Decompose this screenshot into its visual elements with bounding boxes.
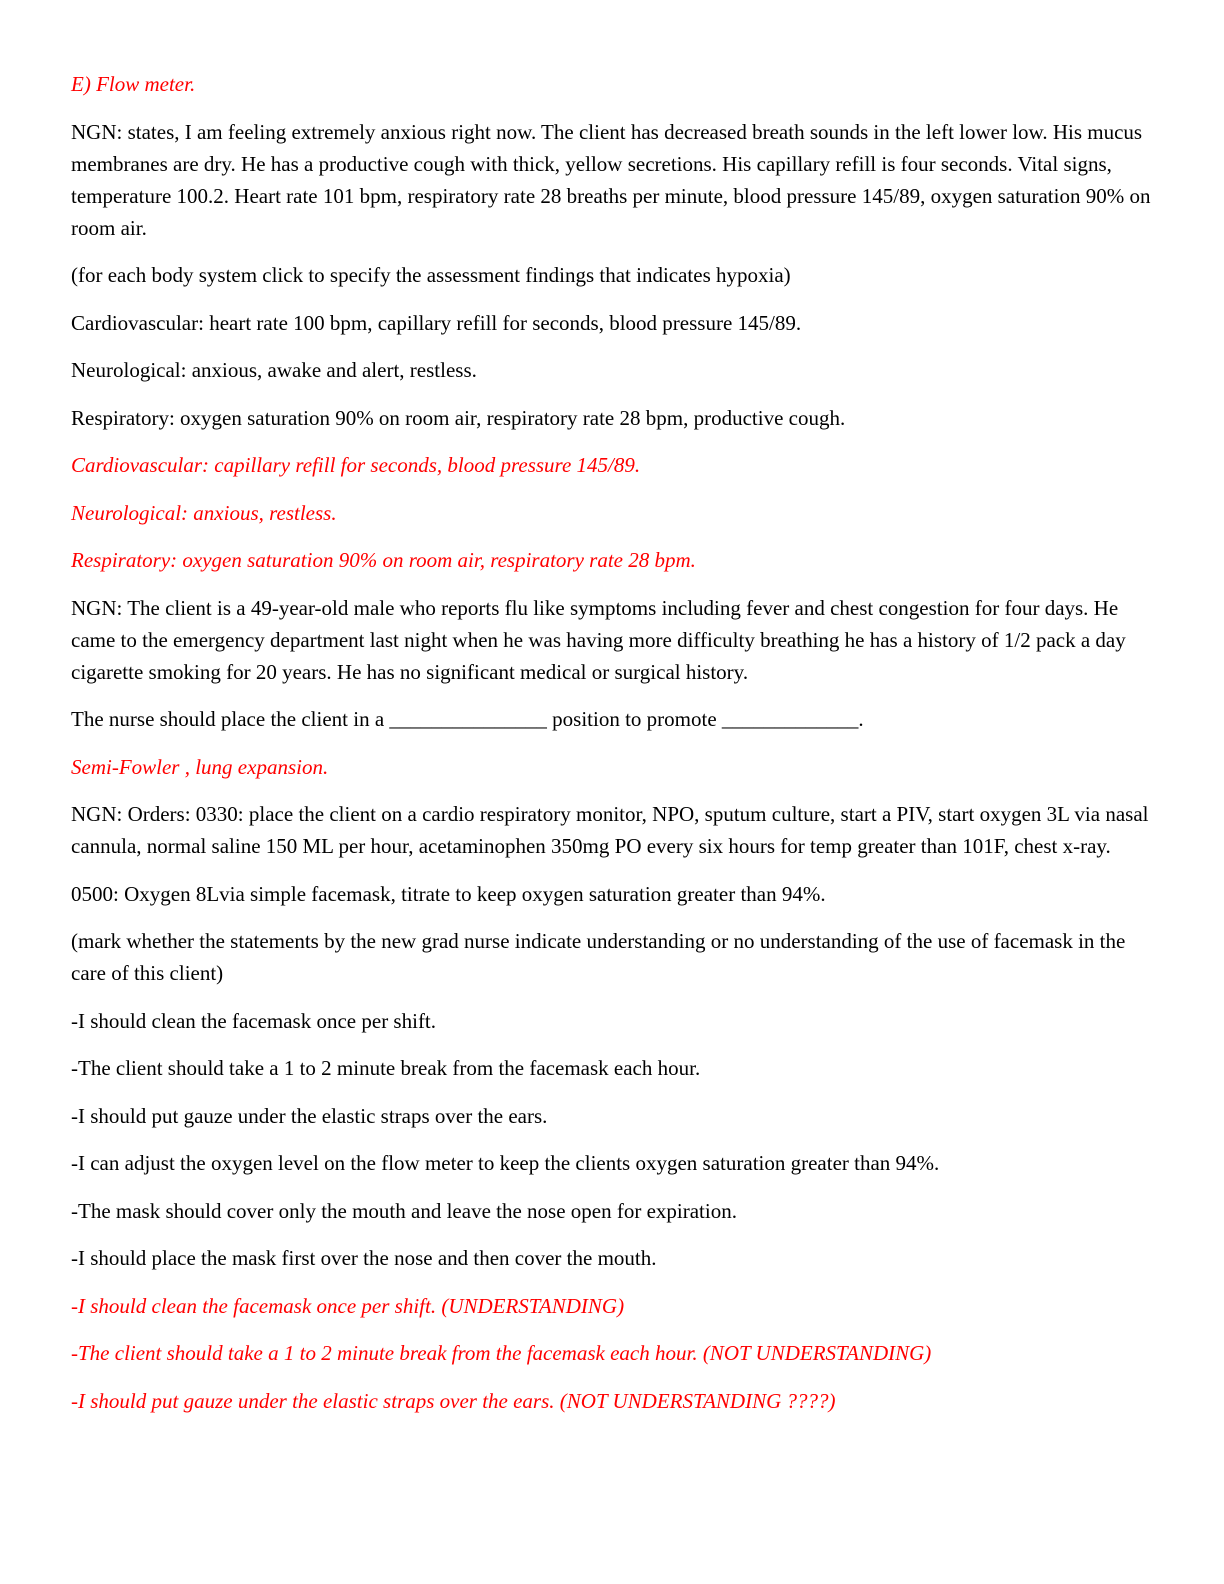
document-body xyxy=(71,68,1153,1432)
statement-adjust-flow-meter: -I can adjust the oxygen level on the flow meter to keep the clients oxygen saturation greater than 94%. xyxy=(71,1151,940,1175)
answer-neurological: Neurological: anxious, restless. xyxy=(71,500,337,525)
ngn-case-history: NGN: The client is a 49-year-old male who reports flu like symptoms including fever and chest congestion for four days. He came to the emergency department last night when he was having more difficulty breathing he has a history of 1/2 pack a day cigarette smoking for 20 years. He has no significant medical or surgical history. xyxy=(71,595,1126,684)
answer-clean-facemask: -I should clean the facemask once per shift. (UNDERSTANDING) xyxy=(71,1293,625,1318)
statement-clean-facemask: -I should clean the facemask once per shift. xyxy=(71,1008,437,1033)
ngn-case-assessment: NGN: states, I am feeling extremely anxious right now. The client has decreased breath sounds in the left lower low. His mucus membranes are dry. He has a productive cough with thick, yellow secretions. His capillary refill is four seconds. Vital signs, temperature 100.2. Heart rate 101 bpm, respiratory rate 28 breaths per minute, blood pressure 145/89, oxygen saturation 90% on room air. xyxy=(71,119,1151,240)
option-respiratory: Respiratory: oxygen saturation 90% on room air, respiratory rate 28 bpm, productive cough. xyxy=(71,405,846,430)
option-cardiovascular: Cardiovascular: heart rate 100 bpm, capillary refill for seconds, blood pressure 145/89. xyxy=(71,310,802,335)
section-heading-flow-meter: E) Flow meter. xyxy=(71,72,196,96)
statement-break-from-facemask: -The client should take a 1 to 2 minute break from the facemask each hour. xyxy=(71,1056,701,1080)
question-instruction-facemask: (mark whether the statements by the new grad nurse indicate understanding or no understanding of the use of facemask in the care of this client) xyxy=(71,929,1126,985)
question-positioning: The nurse should place the client in a _______________ position to promote _____________. xyxy=(71,707,864,731)
question-instruction-hypoxia: (for each body system click to specify the assessment findings that indicates hypoxia) xyxy=(71,263,791,287)
statement-mask-cover-mouth: -The mask should cover only the mouth and leave the nose open for expiration. xyxy=(71,1198,737,1223)
answer-cardiovascular: Cardiovascular: capillary refill for seconds, blood pressure 145/89. xyxy=(71,453,641,477)
statement-gauze-under-straps: -I should put gauze under the elastic straps over the ears. xyxy=(71,1103,548,1128)
answer-respiratory: Respiratory: oxygen saturation 90% on room air, respiratory rate 28 bpm. xyxy=(71,548,696,572)
answer-positioning: Semi-Fowler , lung expansion. xyxy=(71,754,329,779)
statement-mask-over-nose-first: -I should place the mask first over the nose and then cover the mouth. xyxy=(71,1246,657,1270)
answer-break-from-facemask: -The client should take a 1 to 2 minute break from the facemask each hour. (NOT UNDERSTANDING) xyxy=(71,1341,932,1365)
ngn-orders-0330: NGN: Orders: 0330: place the client on a cardio respiratory monitor, NPO, sputum culture, start a PIV, start oxygen 3L via nasal cannula, normal saline 150 ML per hour, acetaminophen 350mg PO every six hours for temp greater than 101F, chest x-ray. xyxy=(71,802,1149,858)
answer-gauze-under-straps: -I should put gauze under the elastic straps over the ears. (NOT UNDERSTANDING ????) xyxy=(71,1388,836,1413)
option-neurological: Neurological: anxious, awake and alert, restless. xyxy=(71,358,477,382)
orders-0500: 0500: Oxygen 8Lvia simple facemask, titrate to keep oxygen saturation greater than 94%. xyxy=(71,881,826,906)
